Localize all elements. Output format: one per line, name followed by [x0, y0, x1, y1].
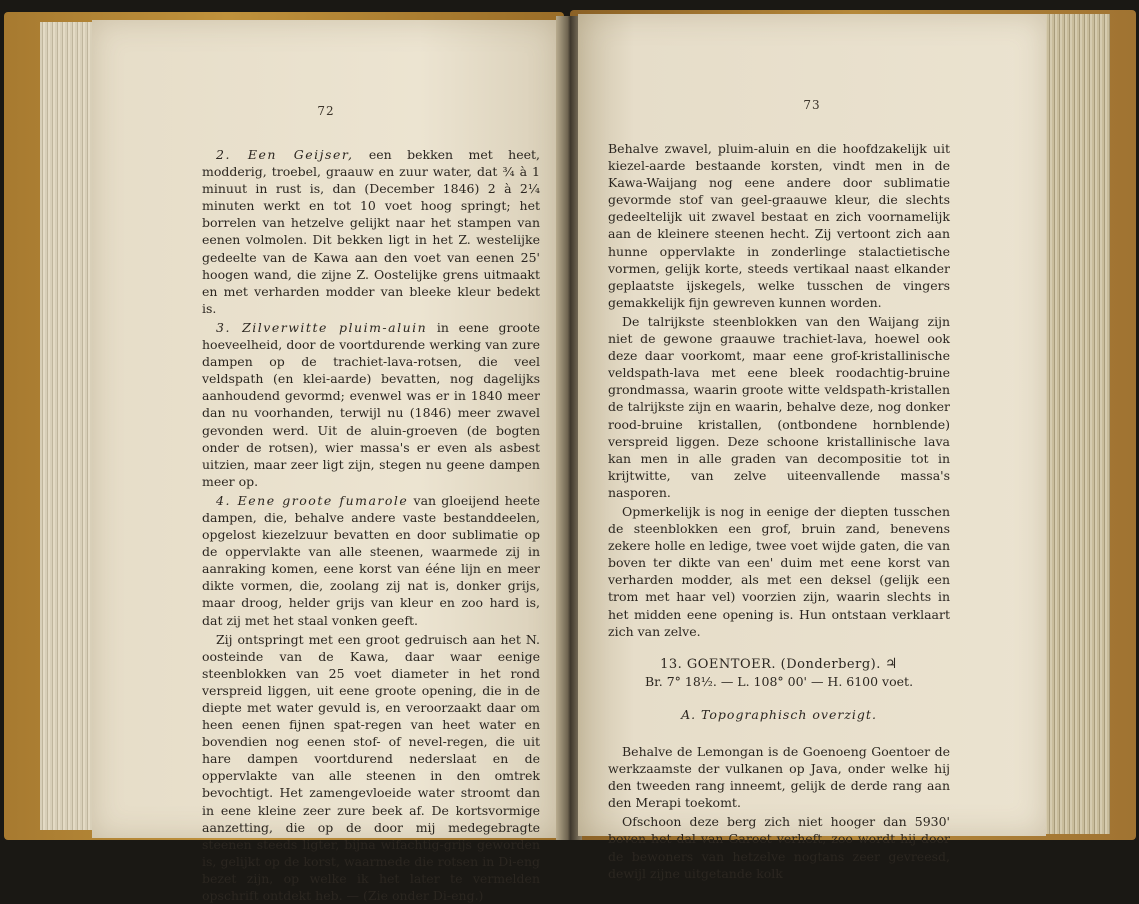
- paragraph: [202, 319, 540, 490]
- paragraph: [202, 492, 540, 629]
- jupiter-symbol-icon: ♃: [884, 655, 898, 672]
- paragraph-body: Zij ontspringt met een groot gedruisch aan het N. oosteinde van de Kawa, daar waar eenige steenblokken van 25 voet diameter in het rond verspreid liggen, uit eene groote opening, die in de diepte met water gevuld is, en veroorzaakt daar om heen eenen fijnen spat-regen van heet water en bovendien nog eenen stof- of nevel-regen, die uit hare dampen voortdurend nederslaat en de oppervlakte van alle steenen in den omtrek bevochtigt. Het zamengevloeide water stroomt dan in eene kleine zeer zure beek af. De kortsvormige aanzetting, die op de door mij medegebragte steenen steeds ligter, bijna wifachtig-grijs geworden is, gelijkt op de korst, waarmede die rotsen in Di-eng bezet zijn, op welke ik het later te vermelden opschrift ontdekt heb. — (Zie onder Di-eng.): [202, 631, 540, 904]
- paragraph: De talrijkste steenblokken van den Waijang zijn niet de gewone graauwe trachiet-lava, hoewel ook deze daar voorkomt, maar eene grof-kristallinische veldspath-lava met eene bleek roodachtig-bruine grondmassa, waarin groote witte veldspath-kristallen de talrijkste zijn en waarin, behalve deze, nog donker rood-bruine kristallen, (ontbondene hornblende) verspreid liggen. Deze schoone kristallinische lava kan men in alle graden van decompositie tot in krijtwitte, van zelve uiteenvallende massa's nasporen.: [608, 313, 950, 500]
- paragraph: [202, 631, 540, 904]
- paragraph-body: in eene groote hoeveelheid, door de voortdurende werking van zure dampen op de trachiet-lava-rotsen, die veel veldspath (en klei-aarde) bevatten, nog dagelijks aanhoudend gevormd; evenwel was er in 1840 meer dan nu voorhanden, terwijl nu (1846) meer zwavel gevonden werd. Uit de aluin-groeven (de bogten onder de rotsen), wier massa's er even als asbest uitzien, maar zeer ligt zijn, stegen nu geene dampen meer op.: [202, 319, 540, 489]
- paragraph: Ofschoon deze berg zich niet hooger dan 5930' boven het dal van Garoet verheft, zoo wordt hij door de bewoners van hetzelve nogtans zeer gevreesd, dewijl zijne uitgetande kolk: [608, 814, 950, 881]
- left-page-edges: [40, 22, 98, 830]
- paragraph-lead: 3. Zilverwitte pluim-aluin: [216, 319, 428, 335]
- section-title: [608, 656, 950, 673]
- paragraph-body: een bekken met heet, modderig, troebel, graauw en zuur water, dat ¾ à 1 minuut in rust is, dan (December 1846) 2 à 2¼ minuten werkt en tot 10 voet hoog springt; het borrelen van hetzelve gelijkt naar het stampen van eenen volmolen. Dit bekken ligt in het Z. westelijke gedeelte van de Kawa aan den voet van eenen 25' hoogen wand, die zijne Z. Oostelijke grens uitmaakt en met verharden modder van bleeke kleur bedekt is.: [202, 147, 541, 316]
- paragraph: Opmerkelijk is nog in eenige der diepten tusschen de steenblokken een grof, bruin zand, benevens zekere holle en ledige, twee voet wijde gaten, die van boven ter dikte van een' duim met eene korst van verharden modder, als met een deksel (gelijk een trom met haar vel) voorzien zijn, waarin slechts in het midden eene opening is. Hun ontstaan verklaart zich van zelve.: [608, 503, 950, 639]
- paragraph-body: van gloeijend heete dampen, die, behalve andere vaste bestanddeelen, opgelost kiezelzuur bevatten en door sublimatie op de oppervlakte van alle steenen, waarmede zij in aanraking komen, eene korst van ééne lijn en meer dikte vormen, die, zoolang zij nat is, donker grijs, maar droog, helder grijs van kleur en zoo hard is, dat zij met het staal vonken geeft.: [202, 492, 540, 628]
- section-heading: [608, 656, 950, 690]
- left-page: [92, 20, 560, 904]
- page-number-left: 72: [317, 104, 335, 118]
- right-page: [578, 14, 1046, 881]
- subsection-title: A. Topographisch overzigt.: [681, 706, 877, 722]
- section-title-text: 13. GOENTOER. (Donderberg).: [660, 656, 881, 672]
- right-page-text: [608, 140, 950, 882]
- paragraph: Behalve de Lemongan is de Goenoeng Goentoer de werkzaamste der vulkanen op Java, onder welke hij den tweeden rang inneemt, gelijk de derde rang aan den Merapi toekomt.: [608, 744, 950, 811]
- right-page-edges: [1042, 14, 1110, 834]
- paragraph-lead: 2. Een Geijser,: [216, 147, 354, 162]
- section-coordinates: Br. 7° 18½. — L. 108° 00' — H. 6100 voet.: [644, 673, 914, 689]
- paragraph-lead: 4. Eene groote fumarole: [216, 492, 409, 508]
- paragraph: Behalve zwavel, pluim-aluin en die hoofdzakelijk uit kiezel-aarde bestaande korsten, vindt men in de Kawa-Waijang nog eene andere door sublimatie gevormde stof van geel-graauwe kleur, die slechts gedeeltelijk uit zwavel bestaat en zich voornamelijk aan de kleinere steenen hecht. Zij vertoont zich aan hunne oppervlakte in zonderlinge stalactietische vormen, gelijk korte, steeds vertikaal naast elkander geplaatste ijskegels, welke tusschen de vingers gemakkelijk fijn gewreven kunnen worden.: [608, 141, 950, 310]
- paragraph: [202, 146, 540, 317]
- left-page-text: [202, 146, 540, 904]
- page-number-right: 73: [803, 98, 821, 112]
